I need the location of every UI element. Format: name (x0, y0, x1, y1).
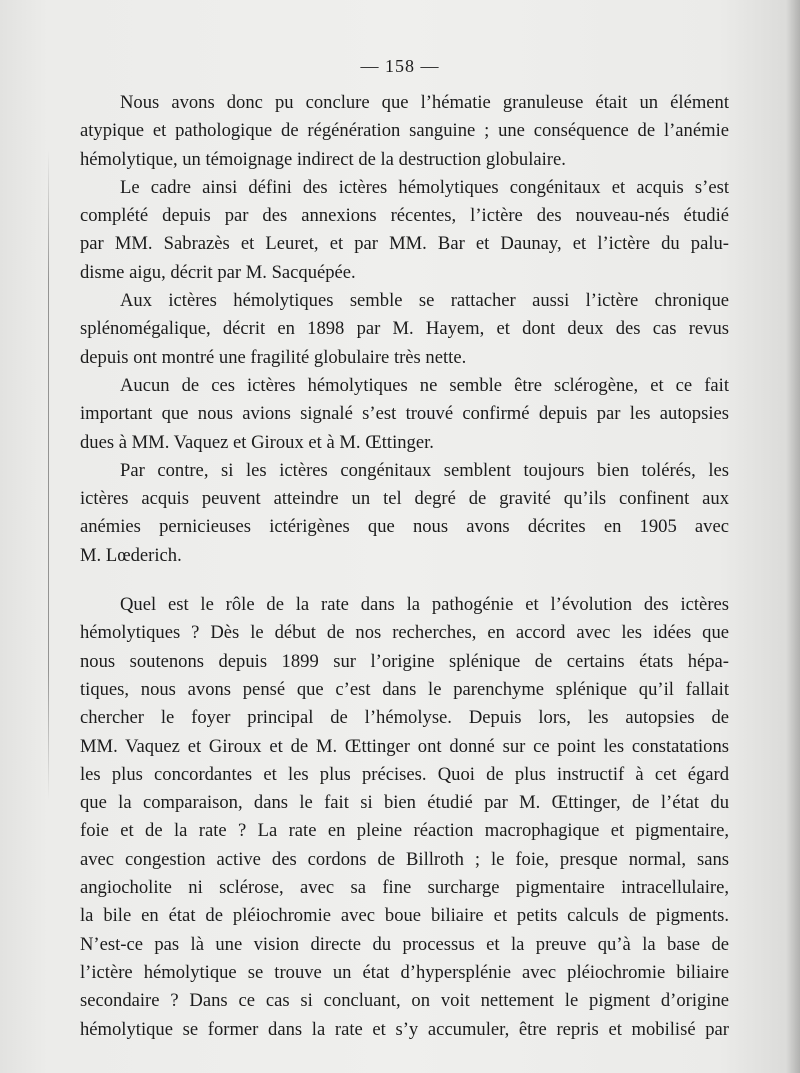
text-line: hémolytique, un témoignage indirect de la destruction globulaire. (80, 148, 566, 170)
page-body (80, 89, 729, 1044)
text-line: disme aigu, décrit par M. Sacquépée. (80, 261, 356, 283)
page-number: — 158 — (360, 56, 440, 76)
text-line: la bile en état de pléiochromie avec boue biliaire et petits calculs de pigments. (80, 905, 729, 927)
text-line: dues à MM. Vaquez et Giroux et à M. Œttinger. (80, 431, 434, 453)
margin-pencil-line (48, 150, 49, 800)
text-line: tiques, nous avons pensé que c’est dans le parenchyme splénique qu’il fallait (80, 678, 729, 700)
text-line: Le cadre ainsi défini des ictères hémolytiques congénitaux et acquis s’est (120, 176, 729, 198)
text-line: MM. Vaquez et Giroux et de M. Œttinger ont donné sur ce point les constatations (80, 735, 729, 757)
text-line: foie et de la rate ? La rate en pleine réaction macrophagique et pigmentaire, (80, 820, 729, 842)
text-line: complété depuis par des annexions récentes, l’ictère des nouveau-nés étudié (80, 205, 729, 227)
text-line: que la comparaison, dans le fait si bien étudié par M. Œttinger, de l’état du (80, 792, 729, 814)
text-line: chercher le foyer principal de l’hémolyse. Depuis lors, les autopsies de (80, 707, 729, 729)
section-gap (80, 570, 729, 591)
text-line: Aucun de ces ictères hémolytiques ne semble être sclérogène, et ce fait (120, 374, 729, 396)
text-line: hémolytique se former dans la rate et s’y accumuler, être repris et mobilisé par (80, 1018, 729, 1040)
paragraph (80, 89, 729, 174)
text-line: Par contre, si les ictères congénitaux semblent toujours bien tolérés, les (120, 459, 729, 481)
paragraph (80, 457, 729, 570)
paragraph (80, 372, 729, 457)
text-line: hémolytiques ? Dès le début de nos recherches, en accord avec les idées que (80, 622, 729, 644)
paragraph (80, 174, 729, 287)
text-line: Nous avons donc pu conclure que l’hématie granuleuse était un élément (120, 92, 729, 113)
text-line: splénomégalique, décrit en 1898 par M. Hayem, et dont deux des cas revus (80, 318, 729, 340)
paragraph (80, 591, 729, 1044)
text-line: secondaire ? Dans ce cas si concluant, on voit nettement le pigment d’origine (80, 990, 729, 1012)
page-edge-shadow (786, 0, 800, 1073)
text-line: depuis ont montré une fragilité globulaire très nette. (80, 346, 467, 368)
text-line: N’est-ce pas là une vision directe du processus et la preuve qu’à la base de (80, 933, 729, 955)
text-line: angiocholite ni sclérose, avec sa fine surcharge pigmentaire intracellulaire, (80, 877, 729, 899)
text-line: atypique et pathologique de régénération sanguine ; une conséquence de l’anémie (80, 120, 729, 142)
text-line: important que nous avions signalé s’est trouvé confirmé depuis par les autopsies (80, 403, 729, 425)
paragraph (80, 287, 729, 372)
text-line: ictères acquis peuvent atteindre un tel degré de gravité qu’ils confinent aux (80, 488, 729, 510)
text-line: les plus concordantes et les plus précises. Quoi de plus instructif à cet égard (80, 763, 729, 785)
text-line: avec congestion active des cordons de Billroth ; le foie, presque normal, sans (80, 848, 729, 870)
text-line: M. Lœderich. (80, 544, 182, 566)
text-line: Aux ictères hémolytiques semble se rattacher aussi l’ictère chronique (120, 290, 729, 312)
text-line: Quel est le rôle de la rate dans la pathogénie et l’évolution des ictères (120, 594, 729, 616)
text-line: anémies pernicieuses ictérigènes que nous avons décrites en 1905 avec (80, 516, 729, 538)
text-line: l’ictère hémolytique se trouve un état d’hypersplénie avec pléiochromie biliaire (80, 961, 729, 983)
text-line: par MM. Sabrazès et Leuret, et par MM. Bar et Daunay, et l’ictère du palu- (80, 233, 729, 255)
text-line: nous soutenons depuis 1899 sur l’origine splénique de certains états hépa- (80, 650, 729, 672)
